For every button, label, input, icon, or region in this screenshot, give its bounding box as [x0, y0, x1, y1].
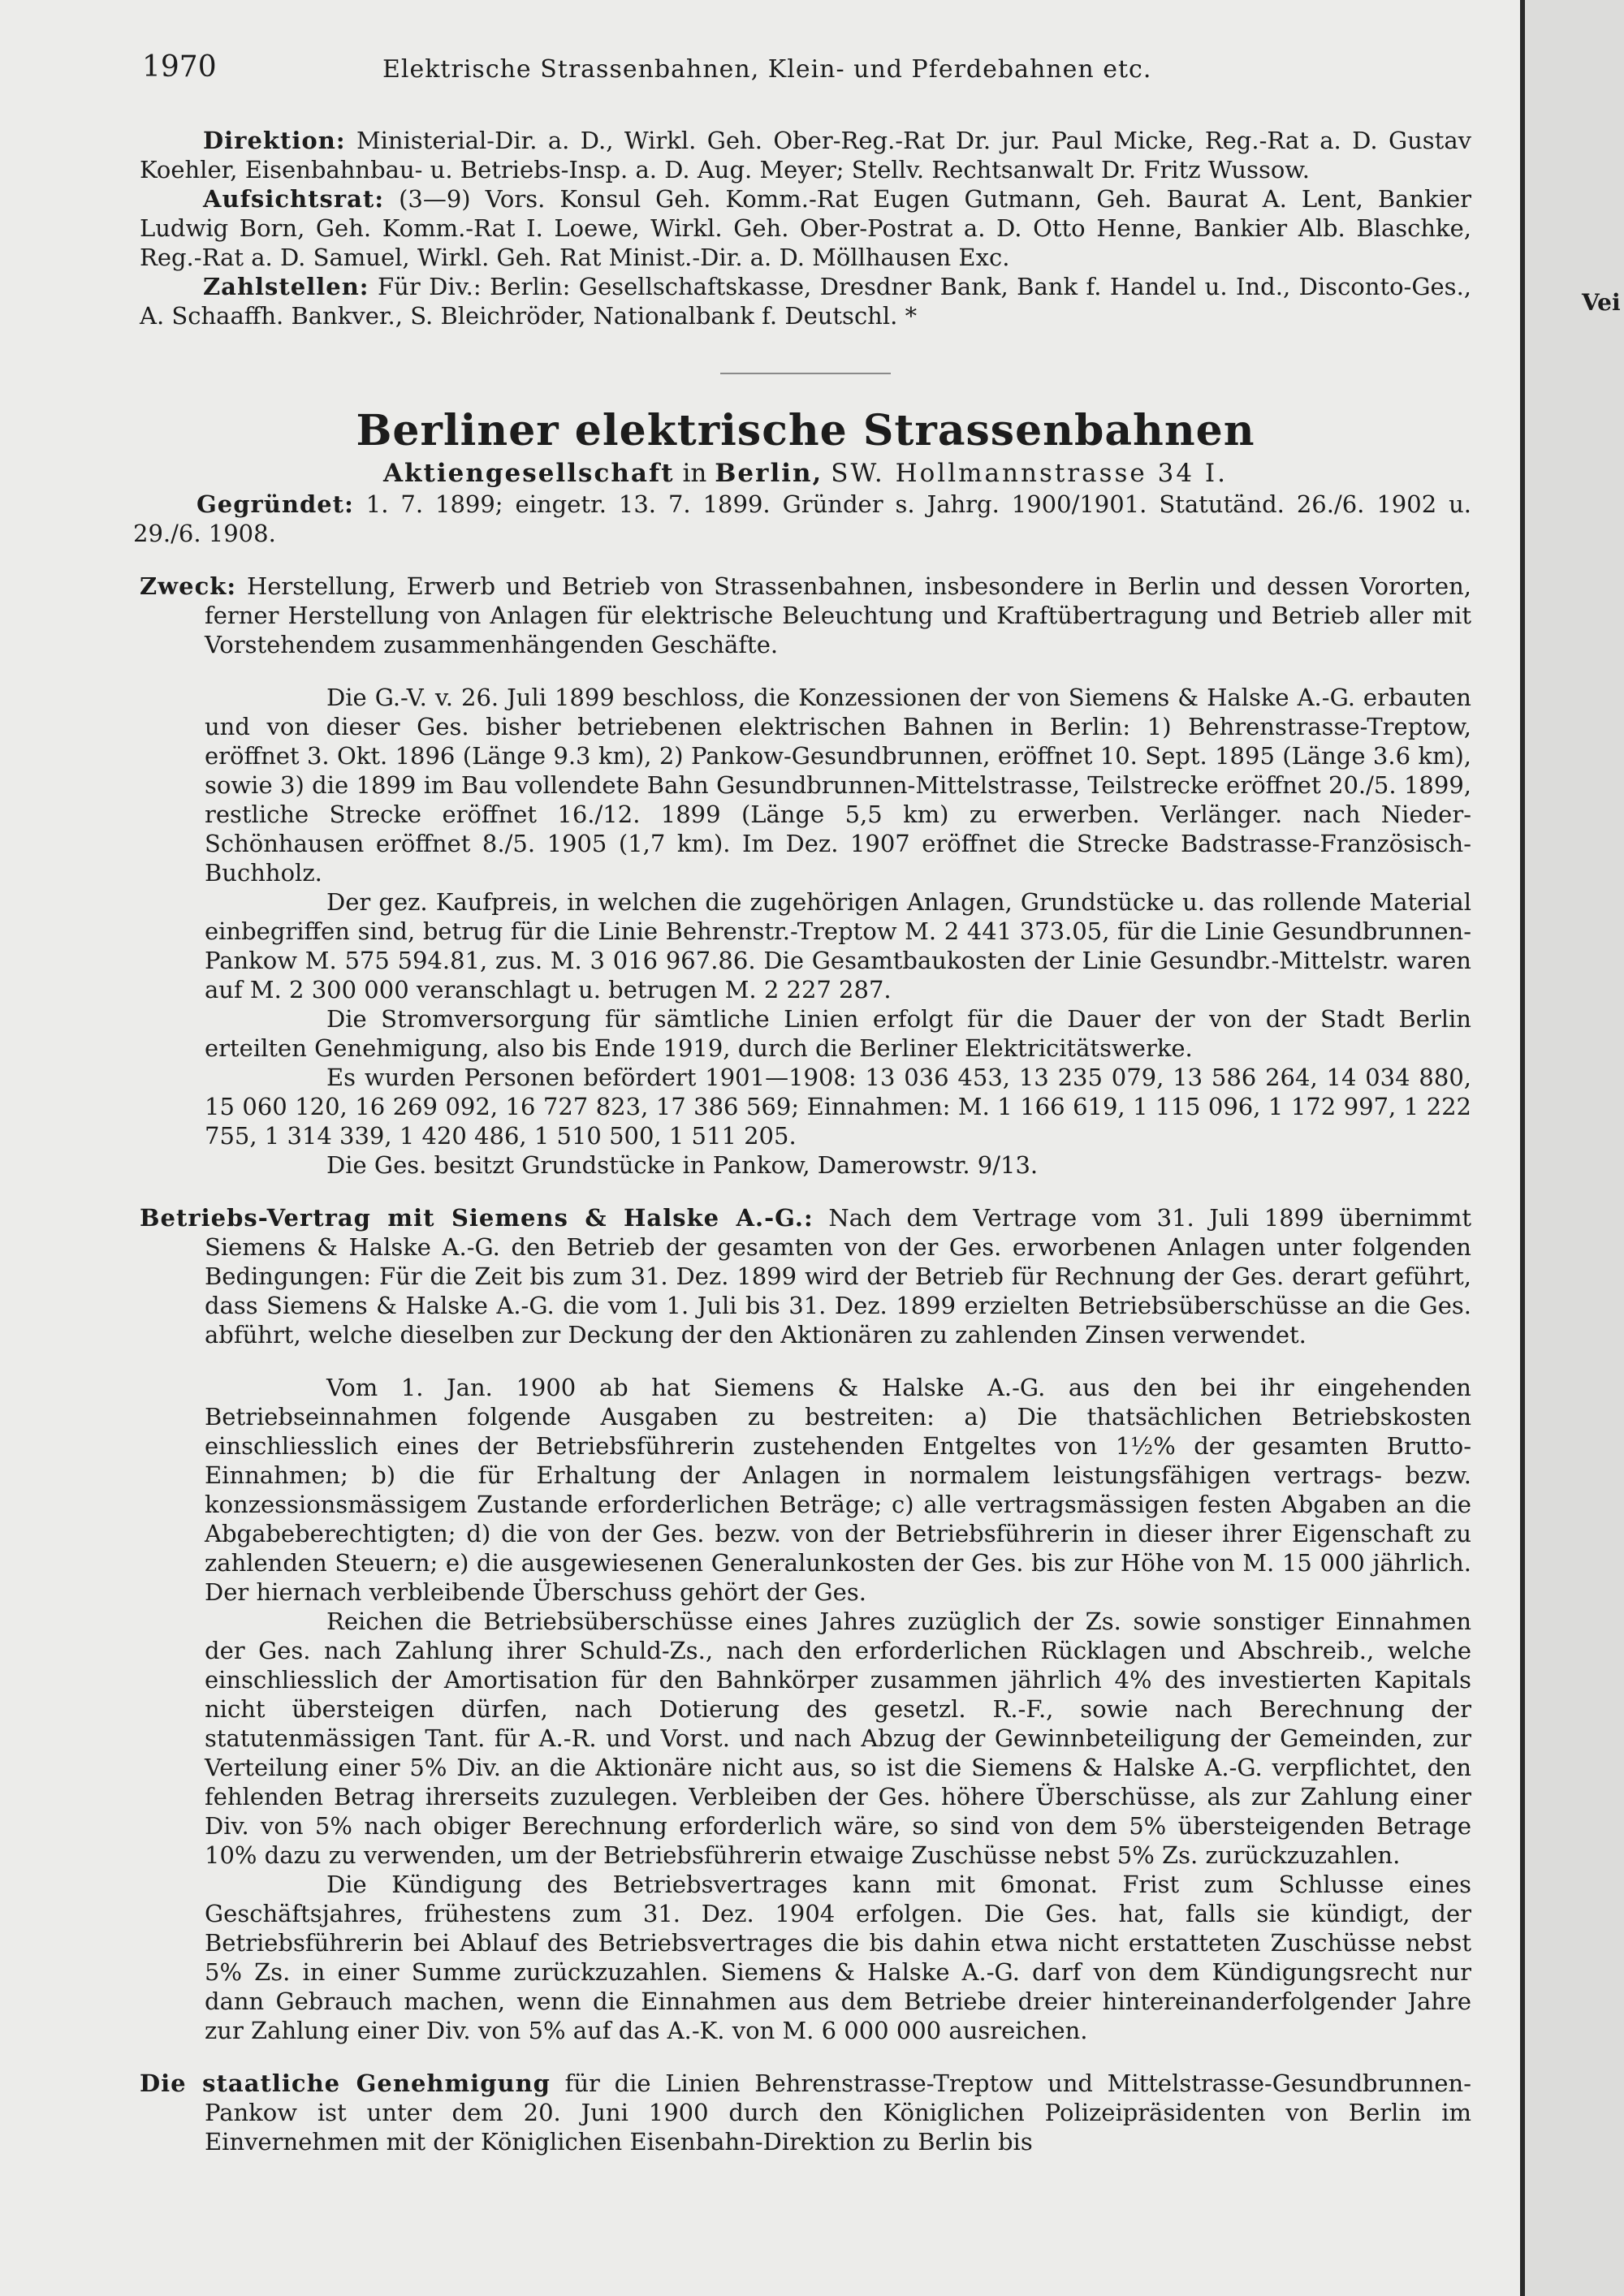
zweck-text: Herstellung, Erwerb und Betrieb von Strassenbahnen, insbesondere in Berlin und dessen Vororten, ferner Herstellung von Anlagen für elektrische Beleuchtung und Kraftübertragung und Betrieb aller mit Vorstehendem zusammenhängenden Geschäfte.: [205, 572, 1472, 658]
zahlstellen-text: Für Div.: Berlin: Gesellschaftskasse, Dresdner Bank, Bank f. Handel u. Ind., Disconto-Ges., A. Schaaffh. Bankver., S. Bleichröder, Nationalbank f. Deutschl. *: [140, 273, 1472, 330]
company-title: Berliner elektrische Strassenbahnen: [356, 406, 1255, 455]
company-subtitle: [140, 457, 1471, 490]
company-address: SW. Hollmannstrasse 34 I.: [831, 459, 1229, 488]
page-content: [133, 126, 1472, 2180]
zweck-paragraph: Die G.-V. v. 26. Juli 1899 beschloss, die Konzessionen der von Siemens & Halske A.-G. erbauten und von dieser Ges. bisher betriebenen elektrischen Bahnen in Berlin: 1) Behrenstrasse-Treptow, eröffnet 3. Okt. 1896 (Länge 9.3 km), 2) Pankow-Gesundbrunnen, eröffnet 10. Sept. 1895 (Länge 3.6 km), sowie 3) die 1899 im Bau vollendete Bahn Gesundbrunnen-Mittelstrasse, Teilstrecke eröffnet 20./5. 1899, restliche Strecke eröffnet 16./12. 1899 (Länge 5,5 km) zu erwerben. Verlänger. nach Nieder-Schönhausen eröffnet 8./5. 1905 (1,7 km). Im Dez. 1907 eröffnet die Strecke Badstrasse-Französisch-Buchholz.: [205, 684, 1471, 887]
direktion-entry: [140, 126, 1471, 184]
betriebsvertrag-paragraphs: [140, 1373, 1471, 2045]
genehmigung-text: für die Linien Behrenstrasse-Treptow und Mittelstrasse-Gesundbrunnen-Pankow ist unter dem 20. Juni 1900 durch den Königlichen Polizeipräsidenten von Berlin im Einvernehmen mit der Königlichen Eisenbahn-Direktion zu Berlin bis: [205, 2069, 1472, 2156]
section-divider: [720, 373, 891, 374]
zweck-paragraph: Der gez. Kaufpreis, in welchen die zugehörigen Anlagen, Grundstücke u. das rollende Material einbegriffen sind, betrug für die Linie Behrenstr.-Treptow M. 2 441 373.05, für die Linie Gesundbrunnen-Pankow M. 575 594.81, zus. M. 3 016 967.86. Die Gesamtbaukosten der Linie Gesundbr.-Mittelstr. waren auf M. 2 300 000 veranschlagt u. betrugen M. 2 227 287.: [205, 888, 1471, 1003]
company-subtitle-in: in: [682, 459, 707, 488]
aufsichtsrat-entry: [140, 184, 1471, 272]
betriebsvertrag-paragraph: Vom 1. Jan. 1900 ab hat Siemens & Halske A.-G. aus den bei ihr eingehenden Betriebseinnahmen folgende Ausgaben zu bestreiten: a) Die thatsächlichen Betriebskosten einschliesslich eines der Betriebsführerin zustehenden Entgeltes von 1½% der gesamten Brutto-Einnahmen; b) die für Erhaltung der Anlagen in normalem leistungsfähigen vertrags- bezw. konzessionsmässigem Zustande erforderlichen Beträge; c) alle vertragsmässigen festen Abgaben an die Abgabeberechtigten; d) die von der Ges. bezw. von der Betriebsführerin in dieser ihrer Eigenschaft zu zahlenden Steuern; e) die ausgewiesenen Generalunkosten der Ges. bis zur Höhe von M. 15 000 jährlich. Der hiernach verbleibende Überschuss gehört der Ges.: [205, 1374, 1471, 1606]
betriebsvertrag-text: Nach dem Vertrage vom 31. Juli 1899 übernimmt Siemens & Halske A.-G. den Betrieb der gesamten von der Ges. erworbenen Anlagen unter folgenden Bedingungen: Für die Zeit bis zum 31. Dez. 1899 wird der Betrieb für Rechnung der Ges. derart geführt, dass Siemens & Halske A.-G. die vom 1. Juli bis 31. Dez. 1899 erzielten Betriebsüberschüsse an die Ges. abführt, welche dieselben zur Deckung der den Aktionären zu zahlenden Zinsen verwendet.: [205, 1204, 1472, 1349]
zweck-paragraphs: [140, 683, 1471, 1180]
aufsichtsrat-text: (3—9) Vors. Konsul Geh. Komm.-Rat Eugen Gutmann, Geh. Baurat A. Lent, Bankier Ludwig Born, Geh. Komm.-Rat I. Loewe, Wirkl. Geh. Ober-Postrat a. D. Otto Henne, Bankier Alb. Blaschke, Reg.-Rat a. D. Samuel, Wirkl. Geh. Rat Minist.-Dir. a. D. Möllhausen Exc.: [140, 185, 1472, 271]
aufsichtsrat-label: Aufsichtsrat:: [203, 185, 385, 213]
zahlstellen-entry: [140, 272, 1471, 330]
zweck-paragraph: Die Stromversorgung für sämtliche Linien erfolgt für die Dauer der von der Stadt Berlin erteilten Genehmigung, also bis Ende 1919, durch die Berliner Elektricitätswerke.: [205, 1005, 1471, 1062]
adjacent-page-fragment: Vei: [1582, 289, 1621, 316]
genehmigung-entry: [140, 2069, 1471, 2156]
gegruendet-entry: [133, 490, 1471, 548]
gegruendet-label: Gegründet:: [197, 490, 354, 518]
adjacent-page: [1525, 0, 1624, 2296]
betriebsvertrag-paragraph: Reichen die Betriebsüberschüsse eines Jahres zuzüglich der Zs. sowie sonstiger Einnahmen der Ges. nach Zahlung ihrer Schuld-Zs., nach den erforderlichen Rücklagen und Abschreib., welche einschliesslich der Amortisation für den Bahnkörper zusammen jährlich 4% des investierten Kapitals nicht übersteigen dürfen, nach Dotierung des gesetzl. R.-F., sowie nach Berechnung der statutenmässigen Tant. für A.-R. und Vorst. und nach Abzug der Gewinnbeteiligung der Gemeinden, zur Verteilung einer 5% Div. an die Aktionäre nicht aus, so ist die Siemens & Halske A.-G. verpflichtet, den fehlenden Betrag ihrerseits zuzulegen. Verbleiben der Ges. höhere Überschüsse, als zur Zahlung einer Div. von 5% nach obiger Berechnung erforderlich wäre, so sind von dem 5% übersteigenden Betrage 10% dazu zu verwenden, um der Betriebsführerin etwaige Zuschüsse nebst 5% Zs. zurückzuzahlen.: [205, 1608, 1471, 1869]
gegruendet-text: 1. 7. 1899; eingetr. 13. 7. 1899. Gründer s. Jahrg. 1900/1901. Statutänd. 26./6. 1902 u. 29./6. 1908.: [133, 490, 1472, 547]
direktion-text: Ministerial-Dir. a. D., Wirkl. Geh. Ober-Reg.-Rat Dr. jur. Paul Micke, Reg.-Rat a. D. Gustav Koehler, Eisenbahnbau- u. Betriebs-Insp. a. D. Aug. Meyer; Stellv. Rechtsanwalt Dr. Fritz Wussow.: [140, 127, 1472, 183]
company-city: Berlin,: [715, 459, 823, 488]
running-title: Elektrische Strassenbahnen, Klein- und Pferdebahnen etc.: [382, 55, 1152, 84]
running-header: [142, 50, 1474, 86]
zweck-paragraph: Die Ges. besitzt Grundstücke in Pankow, Damerowstr. 9/13.: [326, 1151, 1039, 1179]
zweck-paragraph: Es wurden Personen befördert 1901—1908: 13 036 453, 13 235 079, 13 586 264, 14 034 880, 15 060 120, 16 269 092, 16 727 823, 17 386 569; Einnahmen: M. 1 166 619, 1 115 096, 1 172 997, 1 222 755, 1 314 339, 1 420 486, 1 510 500, 1 511 205.: [205, 1064, 1471, 1150]
zahlstellen-label: Zahlstellen:: [203, 273, 369, 300]
zweck-entry: [140, 572, 1471, 659]
betriebsvertrag-entry: [140, 1203, 1471, 1349]
page-number: 1970: [142, 50, 217, 84]
company-form: Aktiengesellschaft: [382, 459, 675, 488]
betriebsvertrag-label: Betriebs-Vertrag mit Siemens & Halske A.-G.:: [140, 1204, 814, 1232]
direktion-label: Direktion:: [203, 127, 346, 154]
genehmigung-label: Die staatliche Genehmigung: [140, 2069, 551, 2097]
zweck-label: Zweck:: [140, 572, 237, 600]
betriebsvertrag-paragraph: Die Kündigung des Betriebsvertrages kann mit 6monat. Frist zum Schlusse eines Geschäftsjahres, frühestens zum 31. Dez. 1904 erfolgen. Die Ges. hat, falls sie kündigt, der Betriebsführerin bei Ablauf des Betriebsvertrages die bis dahin etwa nicht erstatteten Zuschüsse nebst 5% Zs. in einer Summe zurückzuzahlen. Siemens & Halske A.-G. darf von dem Kündigungsrecht nur dann Gebrauch machen, wenn die Einnahmen aus dem Betriebe dreier hintereinanderfolgender Jahre zur Zahlung einer Div. von 5% auf das A.-K. von M. 6 000 000 ausreichen.: [205, 1871, 1471, 2044]
